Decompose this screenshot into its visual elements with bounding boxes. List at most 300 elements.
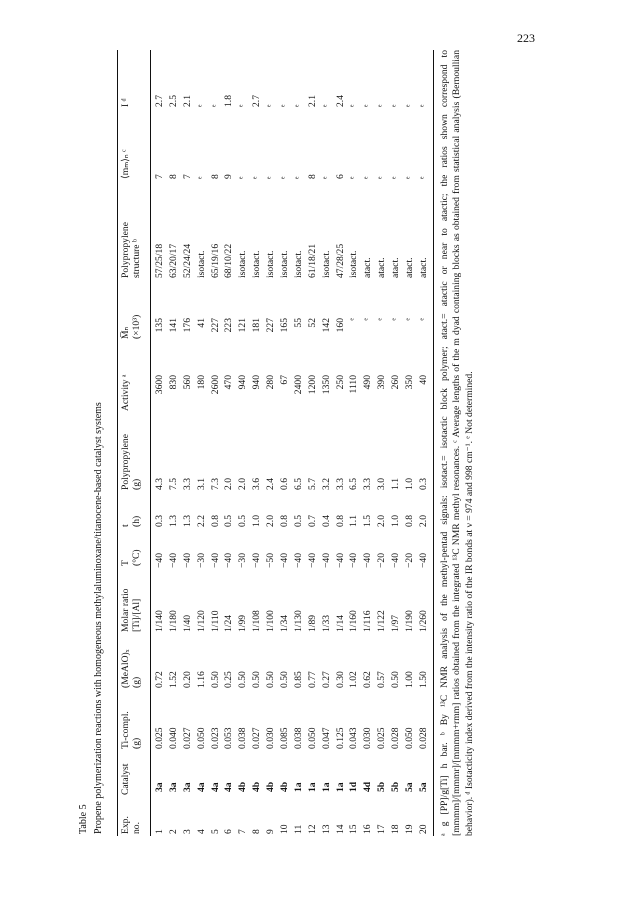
cell-ti: 0.038 <box>292 727 304 749</box>
cell-mao: 0.50 <box>251 671 263 688</box>
cell-struct: 68/10/22 <box>223 243 235 278</box>
cell-mao: 0.62 <box>362 671 374 688</box>
cell-ratio: 1/160 <box>348 610 360 632</box>
cell-mao: 1.50 <box>417 671 429 688</box>
cell-mm: ᵉ <box>251 176 263 179</box>
header-catalyst: Catalyst <box>120 763 131 795</box>
cell-T: −20 <box>376 552 388 568</box>
cell-cat: 4b <box>237 781 249 792</box>
cell-t: 1.5 <box>362 515 374 527</box>
cell-exp: 14 <box>334 824 346 834</box>
cell-t: 0.8 <box>404 515 416 527</box>
cell-mn: 176 <box>181 318 193 333</box>
cell-I: ᵉ <box>390 104 402 107</box>
cell-ti: 0.050 <box>195 727 207 749</box>
cell-cat: 5a <box>404 782 416 792</box>
cell-mn: 135 <box>154 318 165 333</box>
table-row <box>321 50 335 836</box>
cell-T: −40 <box>334 552 346 568</box>
cell-mao: 1.00 <box>404 671 416 688</box>
cell-mm: ᵉ <box>195 176 207 179</box>
header-mn: M̅ₙ (×10³) <box>120 314 143 339</box>
rotated-table-page <box>78 50 526 836</box>
table-header-rule <box>150 50 151 836</box>
cell-I: ᵉ <box>417 104 429 107</box>
cell-ratio: 1/33 <box>320 614 332 632</box>
cell-pp: 7.5 <box>167 478 179 490</box>
cell-exp: 4 <box>195 829 207 834</box>
cell-cat: 5b <box>376 781 388 792</box>
cell-cat: 1a <box>334 782 346 792</box>
cell-t: 0.8 <box>209 515 221 527</box>
cell-T: −30 <box>195 552 207 568</box>
cell-act: 260 <box>390 375 402 390</box>
cell-t: 2.0 <box>376 515 388 527</box>
cell-ratio: 1/140 <box>154 610 165 632</box>
table-row <box>223 50 237 836</box>
cell-t: 0.8 <box>334 515 346 527</box>
table-label: Table 5 <box>78 804 89 834</box>
table-footnotes: ᵃ g [PP]/g[Ti] h bar. ᵇ By ¹³C NMR analysis of the methyl-pentad signals: isotact.= isotactic block polymer; atact.= atactic or near to atactic; the ratios shown correspond to [mmmm]/[mmmr]/[mmmm+rmm] ratios obtained from the integrated ¹³C NMR methyl resonances. ᶜ Average lengths of the m dyad containing blocks as obtained from statistical analysis (Bernoullian behavior). ᵈ Isotacticity index derived from the intensity ratio of the IR bonds at ν = 974 and 998 cm⁻¹. ᵉ Not determined. <box>439 50 475 836</box>
cell-ti: 0.030 <box>362 727 374 749</box>
cell-mm: 8 <box>167 174 179 179</box>
cell-t: 1.3 <box>167 515 179 527</box>
table-top-rule <box>117 50 118 836</box>
cell-mn: 181 <box>251 318 263 333</box>
table-row <box>168 50 182 836</box>
cell-mn: 121 <box>237 318 249 333</box>
cell-act: 280 <box>265 375 277 390</box>
cell-ti: 0.050 <box>404 727 416 749</box>
cell-exp: 15 <box>348 824 360 834</box>
cell-mm: 8 <box>306 174 318 179</box>
cell-pp: 5.7 <box>306 478 318 490</box>
cell-ratio: 1/34 <box>279 614 291 632</box>
table-title: Propene polymerization reactions with homogeneous methylaluminoxane/titanocene-based catalyst systems <box>92 402 104 834</box>
cell-exp: 1 <box>154 829 165 834</box>
cell-struct: isotact. <box>348 250 360 278</box>
page-number: 223 <box>517 31 535 45</box>
cell-t: 0.3 <box>154 515 165 527</box>
cell-act: 830 <box>167 375 179 390</box>
header-structure: Polypropylene structure ᵇ <box>120 222 143 278</box>
cell-T: −40 <box>320 552 332 568</box>
cell-cat: 3a <box>167 782 179 792</box>
cell-mao: 0.85 <box>292 671 304 688</box>
header-activity: Activity ᵃ <box>120 374 131 411</box>
cell-t: 0.5 <box>223 515 235 527</box>
cell-mm: 8 <box>209 174 221 179</box>
cell-ti: 0.025 <box>376 727 388 749</box>
cell-struct: isotact. <box>195 250 207 278</box>
cell-mao: 0.50 <box>390 671 402 688</box>
cell-exp: 5 <box>209 829 221 834</box>
table-row <box>237 50 251 836</box>
cell-ti: 0.053 <box>223 727 235 749</box>
cell-ratio: 1/110 <box>209 610 221 632</box>
header-temperature: T (°C) <box>120 549 143 566</box>
cell-t: 1.0 <box>390 515 402 527</box>
cell-struct: isotact. <box>279 250 291 278</box>
cell-ti: 0.027 <box>181 727 193 749</box>
header-polypropylene-mass: Polypropylene (g) <box>120 434 143 490</box>
cell-exp: 16 <box>362 824 374 834</box>
cell-ratio: 1/97 <box>390 614 402 632</box>
table-row <box>376 50 390 836</box>
cell-I: ᵉ <box>195 104 207 107</box>
cell-mm: ᵉ <box>390 176 402 179</box>
cell-I: ᵉ <box>292 104 304 107</box>
cell-pp: 1.0 <box>404 478 416 490</box>
cell-I: ᵉ <box>404 104 416 107</box>
cell-exp: 12 <box>306 824 318 834</box>
table-row <box>307 50 321 836</box>
cell-mm: ᵉ <box>237 176 249 179</box>
cell-mn: ᵉ <box>404 318 416 321</box>
cell-exp: 2 <box>167 829 179 834</box>
cell-cat: 5a <box>417 782 429 792</box>
cell-struct: 52/24/24 <box>181 243 193 278</box>
table-bottom-rule <box>433 50 434 836</box>
cell-mm: ᵉ <box>320 176 332 179</box>
cell-ti: 0.028 <box>417 727 429 749</box>
cell-ti: 0.030 <box>265 727 277 749</box>
cell-mn: 227 <box>209 318 221 333</box>
cell-act: 940 <box>237 375 249 390</box>
cell-pp: 3.1 <box>195 478 207 490</box>
cell-I: ᵉ <box>265 104 277 107</box>
cell-I: 2.7 <box>251 95 263 107</box>
cell-pp: 2.0 <box>237 478 249 490</box>
cell-exp: 19 <box>404 824 416 834</box>
cell-cat: 1a <box>320 782 332 792</box>
cell-pp: 3.2 <box>320 478 332 490</box>
cell-cat: 4a <box>195 782 207 792</box>
cell-pp: 4.3 <box>154 478 165 490</box>
cell-mao: 0.57 <box>376 671 388 688</box>
cell-t: 2.0 <box>417 515 429 527</box>
table-row <box>404 50 418 836</box>
cell-pp: 1.1 <box>390 478 402 490</box>
cell-ratio: 1/120 <box>195 610 207 632</box>
cell-pp: 6.5 <box>292 478 304 490</box>
cell-exp: 6 <box>223 829 235 834</box>
cell-T: −40 <box>417 552 429 568</box>
cell-pp: 0.3 <box>417 478 429 490</box>
table-row <box>293 50 307 836</box>
table-row <box>279 50 293 836</box>
cell-T: −40 <box>390 552 402 568</box>
cell-mm: ᵉ <box>292 176 304 179</box>
table-row <box>390 50 404 836</box>
cell-mao: 1.16 <box>195 671 207 688</box>
cell-mao: 1.52 <box>167 671 179 688</box>
cell-act: 1200 <box>306 375 318 395</box>
cell-ti: 0.025 <box>154 727 165 749</box>
cell-exp: 17 <box>376 824 388 834</box>
cell-ratio: 1/100 <box>265 610 277 632</box>
cell-t: 2.0 <box>265 515 277 527</box>
cell-ti: 0.023 <box>209 727 221 749</box>
cell-cat: 3a <box>181 782 193 792</box>
header-molar-ratio: Molar ratio [Ti]/[Al] <box>120 588 143 632</box>
cell-ratio: 1/89 <box>306 614 318 632</box>
cell-cat: 1d <box>348 781 360 792</box>
cell-exp: 9 <box>265 829 277 834</box>
cell-ti: 0.125 <box>334 727 346 749</box>
cell-mao: 0.50 <box>209 671 221 688</box>
cell-struct: atact. <box>390 257 402 278</box>
cell-cat: 4b <box>279 781 291 792</box>
cell-T: −40 <box>181 552 193 568</box>
cell-ratio: 1/190 <box>404 610 416 632</box>
cell-mn: 41 <box>195 318 207 328</box>
cell-act: 40 <box>417 375 429 385</box>
cell-pp: 3.3 <box>334 478 346 490</box>
cell-ti: 0.038 <box>237 727 249 749</box>
cell-pp: 3.6 <box>251 478 263 490</box>
cell-mao: 0.30 <box>334 671 346 688</box>
cell-cat: 4a <box>223 782 235 792</box>
cell-T: −40 <box>306 552 318 568</box>
cell-mn: 142 <box>320 318 332 333</box>
cell-struct: isotact. <box>265 250 277 278</box>
cell-mm: ᵉ <box>265 176 277 179</box>
cell-ti: 0.027 <box>251 727 263 749</box>
header-mao: (MeAlO)ₓ (g) <box>120 649 143 688</box>
header-ti-compl: Ti-compl. (g) <box>120 711 143 749</box>
cell-I: ᵉ <box>237 104 249 107</box>
cell-T: −40 <box>209 552 221 568</box>
table-header <box>120 50 148 836</box>
table-row <box>251 50 265 836</box>
table-row <box>335 50 349 836</box>
cell-T: −30 <box>237 552 249 568</box>
cell-cat: 1a <box>292 782 304 792</box>
cell-pp: 3.0 <box>376 478 388 490</box>
cell-ratio: 1/116 <box>362 610 374 632</box>
cell-mn: 227 <box>265 318 277 333</box>
cell-t: 0.8 <box>279 515 291 527</box>
cell-T: −40 <box>167 552 179 568</box>
cell-mm: ᵉ <box>279 176 291 179</box>
cell-act: 470 <box>223 375 235 390</box>
cell-struct: atact. <box>376 257 388 278</box>
cell-struct: atact. <box>404 257 416 278</box>
cell-exp: 11 <box>292 824 304 834</box>
cell-cat: 5b <box>390 781 402 792</box>
cell-mn: 160 <box>334 318 346 333</box>
cell-act: 1350 <box>320 375 332 395</box>
table-row <box>154 50 168 836</box>
cell-ti: 0.050 <box>306 727 318 749</box>
cell-T: −40 <box>348 552 360 568</box>
cell-mn: ᵉ <box>417 318 429 321</box>
cell-struct: 65/19/16 <box>209 243 221 278</box>
cell-act: 67 <box>279 375 291 385</box>
cell-mm: 9 <box>223 174 235 179</box>
table-row <box>196 50 210 836</box>
cell-I: ᵉ <box>320 104 332 107</box>
cell-pp: 2.0 <box>223 478 235 490</box>
cell-T: −20 <box>404 552 416 568</box>
cell-T: −40 <box>362 552 374 568</box>
cell-I: 2.7 <box>154 95 165 107</box>
table-row <box>348 50 362 836</box>
cell-mm: ᵉ <box>348 176 360 179</box>
cell-mn: 141 <box>167 318 179 333</box>
cell-pp: 0.6 <box>279 478 291 490</box>
cell-T: −40 <box>279 552 291 568</box>
cell-ratio: 1/99 <box>237 614 249 632</box>
cell-ratio: 1/108 <box>251 610 263 632</box>
cell-t: 0.7 <box>306 515 318 527</box>
cell-act: 940 <box>251 375 263 390</box>
cell-mao: 0.25 <box>223 671 235 688</box>
cell-struct: 47/28/25 <box>334 243 346 278</box>
cell-pp: 3.3 <box>362 478 374 490</box>
cell-mao: 0.27 <box>320 671 332 688</box>
table-body <box>154 50 432 836</box>
cell-pp: 3.3 <box>181 478 193 490</box>
cell-mao: 0.50 <box>237 671 249 688</box>
cell-mn: 52 <box>306 318 318 328</box>
header-isotacticity: I ᵈ <box>120 98 131 107</box>
cell-mm: ᵉ <box>404 176 416 179</box>
cell-cat: 3a <box>154 782 165 792</box>
cell-act: 3600 <box>154 375 165 395</box>
cell-pp: 7.3 <box>209 478 221 490</box>
cell-struct: atact. <box>362 257 374 278</box>
cell-exp: 10 <box>279 824 291 834</box>
cell-mn: 55 <box>292 318 304 328</box>
cell-mn: ᵉ <box>362 318 374 321</box>
cell-mao: 1.02 <box>348 671 360 688</box>
cell-struct: 61/18/21 <box>306 243 318 278</box>
cell-pp: 6.5 <box>348 478 360 490</box>
table-row <box>265 50 279 836</box>
cell-ratio: 1/14 <box>334 614 346 632</box>
cell-struct: 57/25/18 <box>154 243 165 278</box>
cell-exp: 8 <box>251 829 263 834</box>
cell-cat: 4b <box>265 781 277 792</box>
cell-act: 1110 <box>348 375 360 394</box>
cell-T: −40 <box>251 552 263 568</box>
cell-t: 0.5 <box>292 515 304 527</box>
cell-act: 180 <box>195 375 207 390</box>
table-row <box>418 50 432 836</box>
cell-mao: 0.20 <box>181 671 193 688</box>
cell-ratio: 1/260 <box>417 610 429 632</box>
cell-ratio: 1/40 <box>181 614 193 632</box>
cell-t: 1.0 <box>251 515 263 527</box>
cell-pp: 2.4 <box>265 478 277 490</box>
header-exp: Exp. no. <box>120 816 143 834</box>
cell-cat: 4b <box>251 781 263 792</box>
cell-exp: 18 <box>390 824 402 834</box>
cell-ti: 0.043 <box>348 727 360 749</box>
cell-act: 250 <box>334 375 346 390</box>
cell-cat: 1a <box>306 782 318 792</box>
cell-ratio: 1/130 <box>292 610 304 632</box>
cell-t: 1.1 <box>348 515 360 527</box>
cell-T: −40 <box>223 552 235 568</box>
cell-mn: 223 <box>223 318 235 333</box>
cell-mm: ᵉ <box>417 176 429 179</box>
cell-exp: 20 <box>417 824 429 834</box>
table-row <box>182 50 196 836</box>
cell-mm: ᵉ <box>362 176 374 179</box>
cell-I: 2.1 <box>181 95 193 107</box>
cell-mao: 0.77 <box>306 671 318 688</box>
cell-T: −40 <box>292 552 304 568</box>
cell-t: 0.4 <box>320 515 332 527</box>
cell-act: 490 <box>362 375 374 390</box>
cell-mao: 0.72 <box>154 671 165 688</box>
cell-act: 2400 <box>292 375 304 395</box>
cell-mm: 6 <box>334 174 346 179</box>
cell-t: 1.3 <box>181 515 193 527</box>
cell-struct: isotact. <box>251 250 263 278</box>
cell-struct: 63/20/17 <box>167 243 179 278</box>
cell-T: −50 <box>265 552 277 568</box>
cell-I: 2.4 <box>334 95 346 107</box>
cell-ti: 0.085 <box>279 727 291 749</box>
cell-struct: isotact. <box>237 250 249 278</box>
header-mm: ⟨mₘ⟩ₙ ᶜ <box>120 149 131 179</box>
cell-t: 2.2 <box>195 515 207 527</box>
cell-I: 1.8 <box>223 95 235 107</box>
cell-act: 560 <box>181 375 193 390</box>
table-caption <box>78 54 104 834</box>
cell-mn: 165 <box>279 318 291 333</box>
cell-I: 2.1 <box>306 95 318 107</box>
cell-mm: 7 <box>181 174 193 179</box>
cell-I: 2.5 <box>167 95 179 107</box>
cell-mn: ᵉ <box>390 318 402 321</box>
cell-mao: 0.50 <box>265 671 277 688</box>
cell-struct: isotact. <box>320 250 332 278</box>
table-row <box>210 50 224 836</box>
cell-act: 390 <box>376 375 388 390</box>
cell-mm: 7 <box>154 174 165 179</box>
cell-ratio: 1/24 <box>223 614 235 632</box>
cell-exp: 3 <box>181 829 193 834</box>
header-time: t (h) <box>120 515 143 527</box>
cell-mm: ᵉ <box>376 176 388 179</box>
cell-ratio: 1/180 <box>167 610 179 632</box>
cell-mn: ᵉ <box>376 318 388 321</box>
cell-act: 2600 <box>209 375 221 395</box>
cell-ti: 0.028 <box>390 727 402 749</box>
cell-mn: ᵉ <box>348 318 360 321</box>
cell-ti: 0.040 <box>167 727 179 749</box>
cell-I: ᵉ <box>362 104 374 107</box>
cell-T: −40 <box>154 552 165 568</box>
cell-ti: 0.047 <box>320 727 332 749</box>
cell-I: ᵉ <box>348 104 360 107</box>
cell-t: 0.5 <box>237 515 249 527</box>
cell-I: ᵉ <box>376 104 388 107</box>
cell-struct: atact. <box>417 257 429 278</box>
cell-exp: 7 <box>237 829 249 834</box>
cell-exp: 13 <box>320 824 332 834</box>
cell-mao: 0.50 <box>279 671 291 688</box>
cell-I: ᵉ <box>279 104 291 107</box>
cell-cat: 4d <box>362 781 374 792</box>
table-row <box>362 50 376 836</box>
cell-I: ᵉ <box>209 104 221 107</box>
